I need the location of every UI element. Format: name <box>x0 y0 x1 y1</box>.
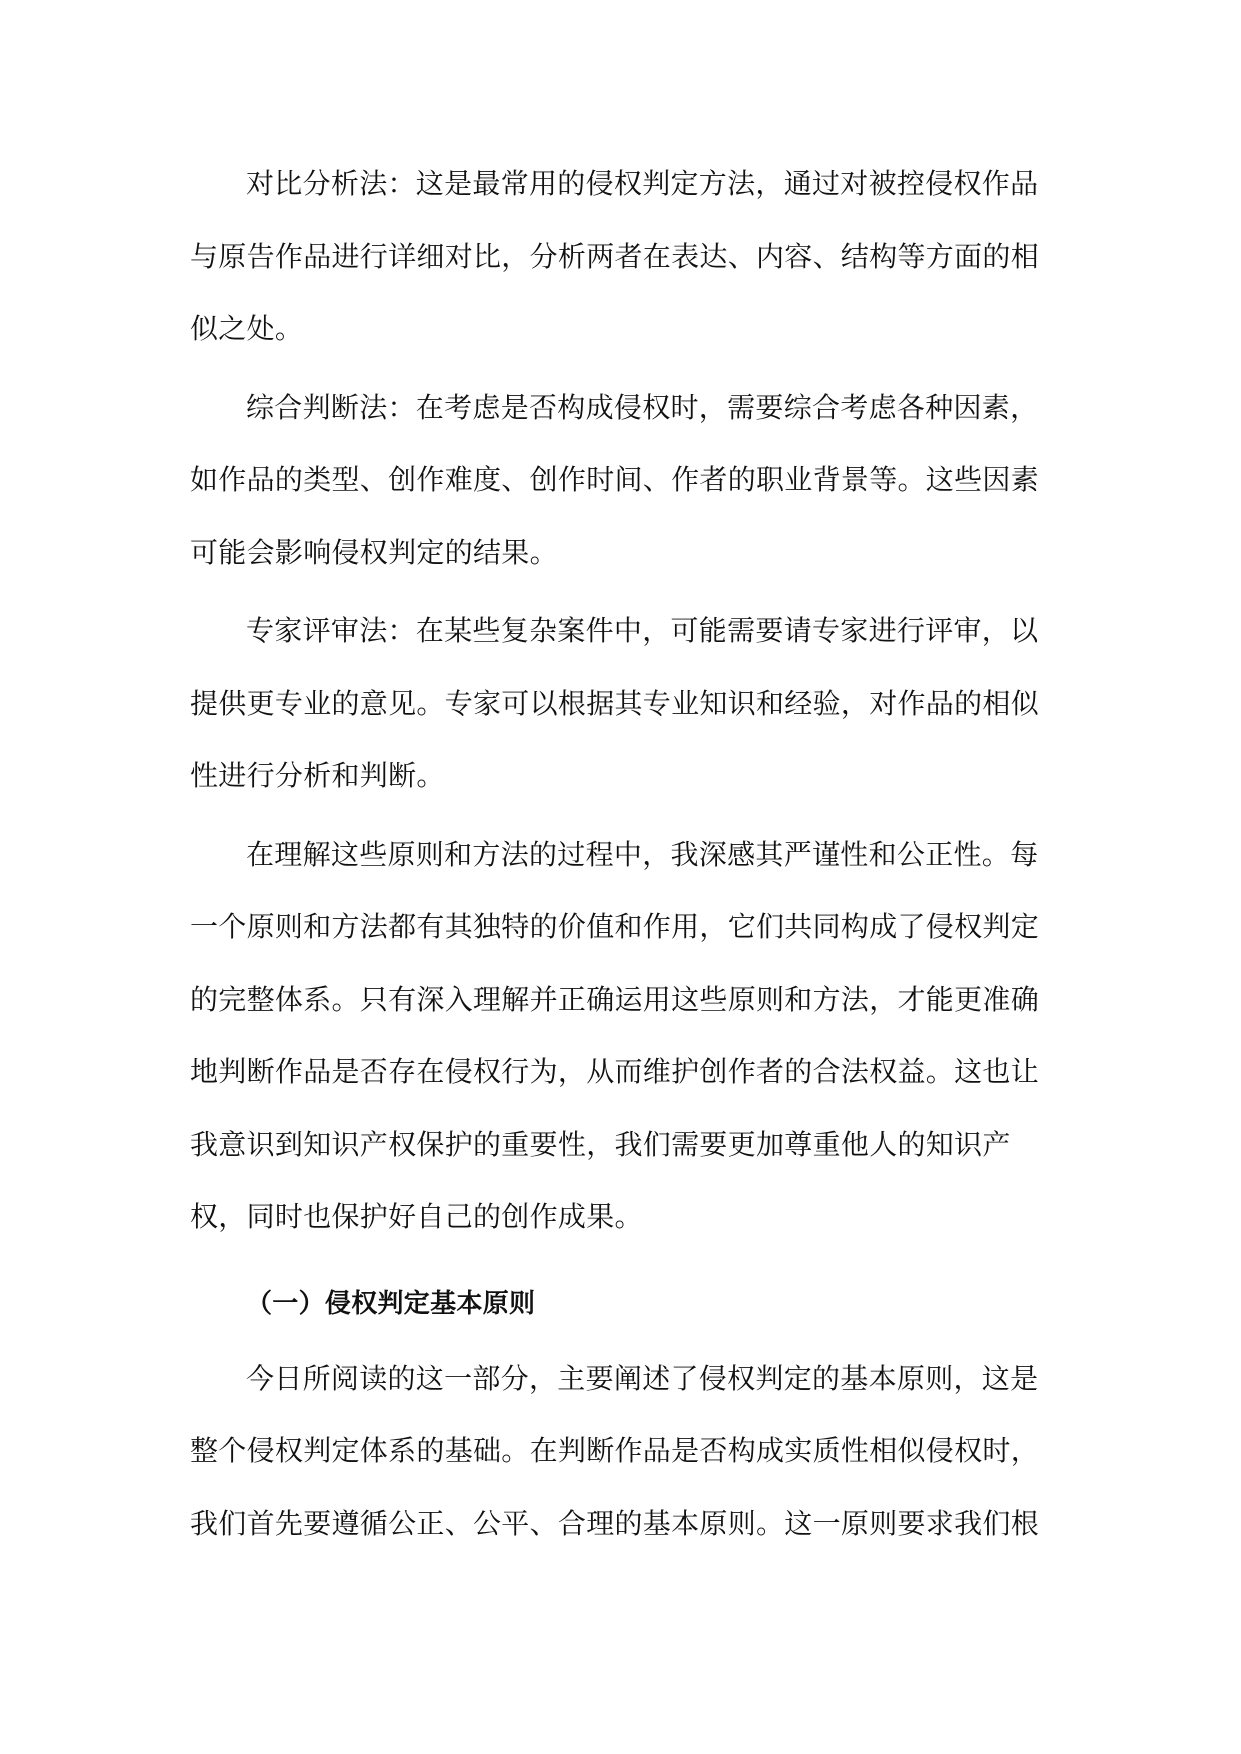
section-heading: （一）侵权判定基本原则 <box>246 1288 536 1319</box>
paragraph-basic-principles: 今日所阅读的这一部分，主要阐述了侵权判定的基本原则，这是整个侵权判定体系的基础。在判断作品是否构成实质性相似侵权时，我们首先要遵循公正、公平、合理的基本原则。这一原则要求我们根 <box>190 1361 1040 1540</box>
paragraph-comparative-analysis: 对比分析法：这是最常用的侵权判定方法，通过对被控侵权作品与原告作品进行详细对比，分析两者在表达、内容、结构等方面的相似之处。 <box>190 167 1040 345</box>
paragraph-comprehensive-judgment: 综合判断法：在考虑是否构成侵权时，需要综合考虑各种因素，如作品的类型、创作难度、创作时间、作者的职业背景等。这些因素可能会影响侵权判定的结果。 <box>190 390 1040 569</box>
document-body <box>190 148 1055 1566</box>
paragraph-reflection: 在理解这些原则和方法的过程中，我深感其严谨性和公正性。每一个原则和方法都有其独特的价值和作用，它们共同构成了侵权判定的完整体系。只有深入理解并正确运用这些原则和方法，才能更准确地判断作品是否存在侵权行为，从而维护创作者的合法权益。这也让我意识到知识产权保护的重要性，我们需要更加尊重他人的知识产权，同时也保护好自己的创作成果。 <box>190 837 1040 1233</box>
paragraph-expert-review: 专家评审法：在某些复杂案件中，可能需要请专家进行评审，以提供更专业的意见。专家可以根据其专业知识和经验，对作品的相似性进行分析和判断。 <box>190 614 1040 792</box>
